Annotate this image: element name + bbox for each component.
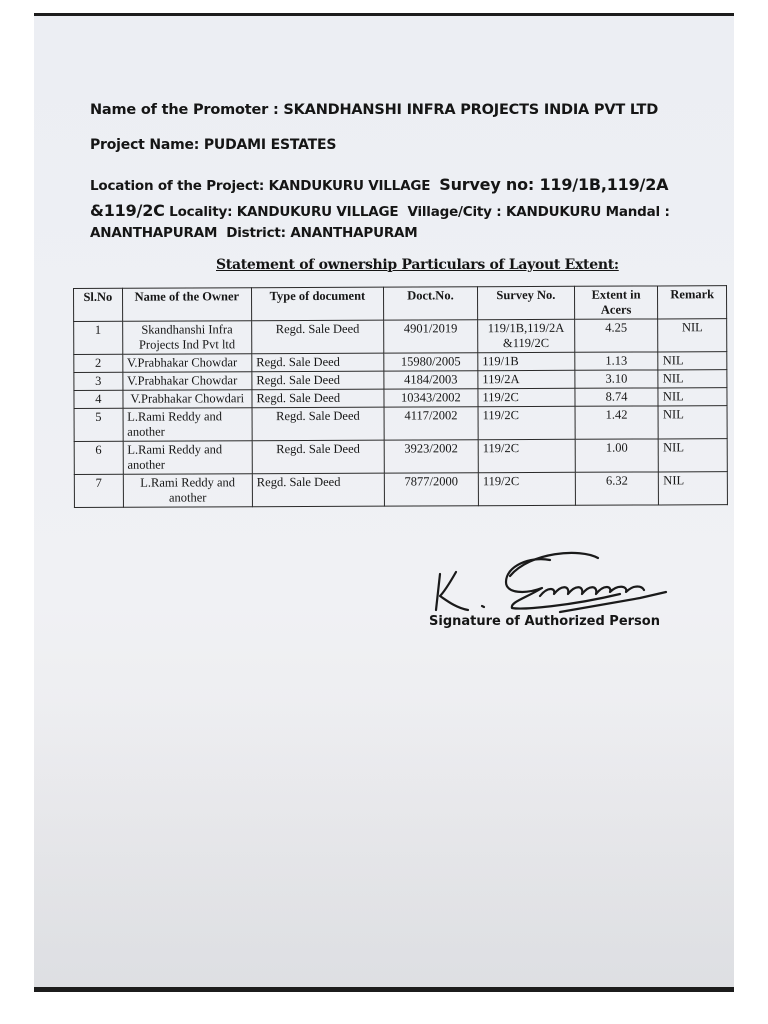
cell-remark: NIL — [658, 388, 727, 406]
promoter-line — [90, 102, 658, 118]
signature-dot — [482, 606, 484, 607]
paper-sheet — [34, 16, 734, 988]
cell-doct: 10343/2002 — [384, 389, 478, 407]
village-label: Village/City : — [407, 204, 506, 220]
table-header-row — [74, 286, 727, 322]
dark-border-bottom — [34, 987, 734, 992]
paper-shadow — [34, 696, 734, 988]
table-row — [74, 406, 727, 442]
cell-extent: 8.74 — [575, 388, 659, 406]
locality-line — [90, 201, 670, 220]
district-label: District: — [226, 225, 291, 241]
cell-doct: 15980/2005 — [384, 353, 478, 371]
promoter-value: SKANDHANSHI INFRA PROJECTS INDIA PVT LTD — [283, 102, 659, 118]
cell-owner: L.Rami Reddy and another — [123, 441, 252, 475]
cell-survey: 119/1B,119/2A &119/2C — [478, 319, 575, 352]
col-owner: Name of the Owner — [122, 288, 251, 322]
cell-remark: NIL — [658, 319, 727, 352]
col-survey-no: Survey No. — [478, 286, 575, 319]
cell-remark: NIL — [659, 472, 728, 505]
signature-top-loop — [510, 553, 598, 576]
col-extent: Extent in Acers — [574, 286, 658, 319]
cell-extent: 1.00 — [575, 439, 659, 472]
cell-sl: 2 — [74, 354, 123, 372]
promoter-label: Name of the Promoter : — [90, 102, 284, 118]
cell-survey: 119/2C — [478, 388, 575, 406]
cell-remark: NIL — [659, 439, 728, 472]
table-row — [74, 472, 727, 508]
cell-type: Regd. Sale Deed — [252, 473, 384, 507]
cell-survey: 119/2A — [478, 370, 575, 388]
cell-owner: V.Prabhakar Chowdari — [123, 390, 252, 409]
cell-sl: 5 — [74, 408, 123, 441]
cell-type: Regd. Sale Deed — [252, 389, 384, 408]
district-value: ANANTHAPURAM — [290, 225, 418, 241]
cell-doct: 3923/2002 — [384, 440, 478, 473]
cell-owner: L.Rami Reddy and another — [123, 474, 252, 508]
project-value: PUDAMI ESTATES — [203, 137, 337, 153]
cell-doct: 4184/2003 — [384, 371, 478, 389]
cell-type: Regd. Sale Deed — [252, 440, 384, 474]
mandal-value: ANANTHAPURAM — [90, 225, 218, 241]
village-value: KANDUKURU — [505, 204, 602, 220]
locality-label: Locality: — [169, 204, 237, 220]
cell-extent: 4.25 — [574, 319, 658, 352]
cell-owner: L.Rami Reddy and another — [123, 408, 252, 442]
col-doc-type: Type of document — [251, 287, 383, 321]
cell-owner: V.Prabhakar Chowdar — [123, 372, 252, 391]
cell-extent: 6.32 — [575, 472, 659, 505]
cell-remark: NIL — [658, 406, 727, 439]
ownership-table — [73, 285, 728, 508]
table-row — [74, 439, 727, 475]
cell-owner: Skandhanshi Infra Projects Ind Pvt ltd — [122, 321, 251, 355]
cell-sl: 4 — [74, 390, 123, 408]
signature-k-stem — [436, 574, 440, 610]
location-value: KANDUKURU VILLAGE — [268, 178, 431, 194]
mandal-label: Mandal : — [605, 204, 670, 220]
cell-type: Regd. Sale Deed — [252, 353, 384, 372]
signature-k-arm — [440, 572, 468, 610]
survey-label: Survey no: — [439, 175, 540, 194]
statement-title: Statement of ownership Particulars of Layout Extent: — [216, 257, 619, 273]
project-label: Project Name: — [90, 137, 204, 153]
cell-survey: 119/2C — [478, 439, 575, 472]
location-label: Location of the Project: — [90, 178, 269, 194]
cell-doct: 7877/2000 — [384, 473, 478, 506]
district-line — [90, 225, 418, 241]
cell-sl: 1 — [74, 321, 123, 354]
cell-type: Regd. Sale Deed — [252, 407, 384, 441]
cell-sl: 3 — [74, 372, 123, 390]
location-line — [90, 175, 668, 194]
cell-doct: 4901/2019 — [383, 320, 477, 353]
signature-s-loop — [506, 559, 620, 608]
signature-scrawl — [540, 587, 644, 597]
cell-extent: 3.10 — [575, 370, 659, 388]
cell-type: Regd. Sale Deed — [252, 371, 384, 390]
survey-value-2: &119/2C — [90, 201, 165, 220]
cell-type: Regd. Sale Deed — [252, 320, 384, 354]
cell-remark: NIL — [658, 370, 727, 388]
cell-doct: 4117/2002 — [384, 407, 478, 440]
col-remark: Remark — [658, 286, 727, 319]
cell-sl: 7 — [74, 474, 123, 507]
col-doct-no: Doct.No. — [383, 287, 477, 320]
cell-sl: 6 — [74, 441, 123, 474]
signature-label: Signature of Authorized Person — [429, 614, 660, 629]
cell-owner: V.Prabhakar Chowdar — [122, 354, 251, 373]
survey-value-1: 119/1B,119/2A — [539, 175, 669, 194]
handwritten-signature — [430, 536, 680, 616]
cell-survey: 119/1B — [478, 352, 575, 370]
table-row — [74, 319, 727, 355]
cell-survey: 119/2C — [478, 406, 575, 439]
locality-value: KANDUKURU VILLAGE — [236, 204, 399, 220]
cell-remark: NIL — [658, 352, 727, 370]
col-sl-no: Sl.No — [74, 288, 123, 321]
cell-survey: 119/2C — [478, 472, 575, 505]
project-name-line — [90, 137, 336, 153]
cell-extent: 1.42 — [575, 406, 659, 439]
cell-extent: 1.13 — [574, 352, 658, 370]
